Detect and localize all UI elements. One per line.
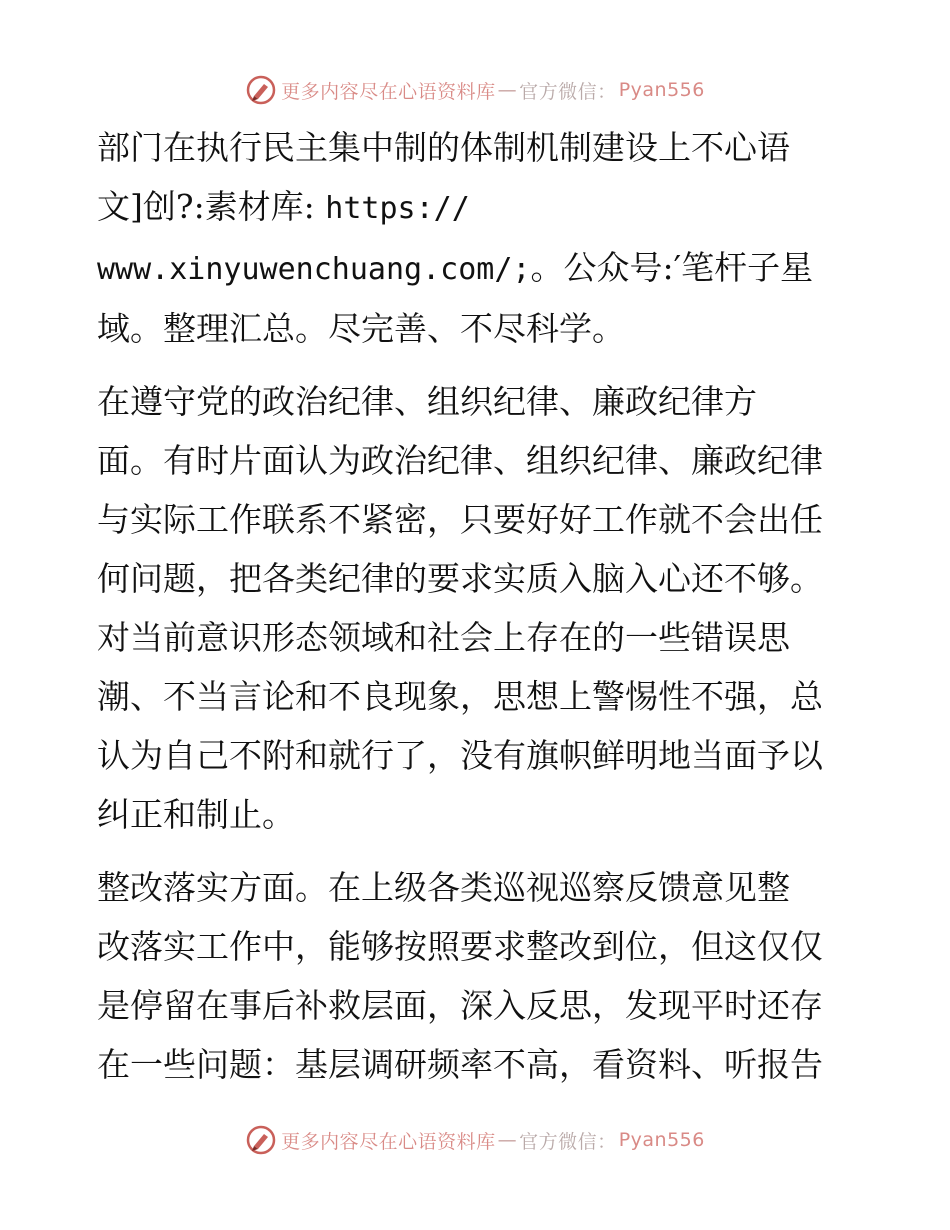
- paragraph: [97, 858, 857, 1094]
- text-segment: https://: [325, 191, 470, 226]
- text-segment: 改落实工作中，能够按照要求整改到位，但这仅仅: [97, 927, 823, 966]
- header-watermark: [0, 70, 950, 110]
- text-line: [97, 608, 857, 667]
- watermark-site-text: 更多内容尽在心语资料库: [281, 1130, 496, 1153]
- text-line: [97, 372, 857, 431]
- watermark-dash: —: [497, 79, 518, 101]
- text-segment: 何问题，把各类纪律的要求实质入脑入心还不够。: [97, 559, 823, 598]
- pen-nib-logo-icon: [245, 1124, 277, 1156]
- text-line: [97, 667, 857, 726]
- text-line: [97, 549, 857, 608]
- text-segment: 是停留在事后补救层面，深入反思，发现平时还存: [97, 986, 823, 1025]
- text-segment: 认为自己不附和就行了，没有旗帜鲜明地当面予以: [97, 736, 823, 775]
- watermark-wechat-id: Pyan556: [618, 1129, 705, 1151]
- text-segment: 文]创?:素材库:: [97, 187, 326, 226]
- text-line: [97, 238, 857, 299]
- text-line: [97, 431, 857, 490]
- text-segment: 潮、不当言论和不良现象，思想上警惕性不强，总: [97, 677, 823, 716]
- paragraph: [97, 372, 857, 844]
- text-segment: 部门在执行民主集中制的体制机制建设上不心语: [97, 128, 790, 167]
- paragraph: [97, 118, 857, 358]
- text-segment: 整改落实方面。在上级各类巡视巡察反馈意见整: [97, 868, 790, 907]
- footer-watermark: [0, 1120, 950, 1160]
- text-segment: 面。有时片面认为政治纪律、组织纪律、廉政纪律: [97, 441, 823, 480]
- text-segment: 对当前意识形态领域和社会上存在的一些错误思: [97, 618, 790, 657]
- text-line: [97, 917, 857, 976]
- text-segment: 。公众号:′笔杆子星: [530, 248, 814, 287]
- watermark-site-text: 更多内容尽在心语资料库: [281, 80, 496, 103]
- text-segment: www.xinyuwenchuang.com/;: [97, 252, 531, 287]
- text-line: [97, 299, 857, 358]
- watermark-wechat-label: 官方微信：: [519, 1130, 617, 1153]
- document-body: [97, 118, 857, 1094]
- text-line: [97, 858, 857, 917]
- pen-nib-logo-icon: [245, 74, 277, 106]
- text-line: [97, 1035, 857, 1094]
- text-line: [97, 976, 857, 1035]
- watermark-wechat-label: 官方微信：: [519, 80, 617, 103]
- watermark-wechat-id: Pyan556: [618, 79, 705, 101]
- text-segment: 纠正和制止。: [97, 795, 295, 834]
- text-segment: 与实际工作联系不紧密，只要好好工作就不会出任: [97, 500, 823, 539]
- text-line: [97, 177, 857, 238]
- text-segment: 域。整理汇总。尽完善、不尽科学。: [97, 309, 625, 348]
- text-line: [97, 726, 857, 785]
- watermark-dash: —: [497, 1129, 518, 1151]
- text-segment: 在一些问题：基层调研频率不高，看资料、听报告: [97, 1045, 823, 1084]
- text-line: [97, 118, 857, 177]
- text-line: [97, 785, 857, 844]
- text-segment: 在遵守党的政治纪律、组织纪律、廉政纪律方: [97, 382, 757, 421]
- text-line: [97, 490, 857, 549]
